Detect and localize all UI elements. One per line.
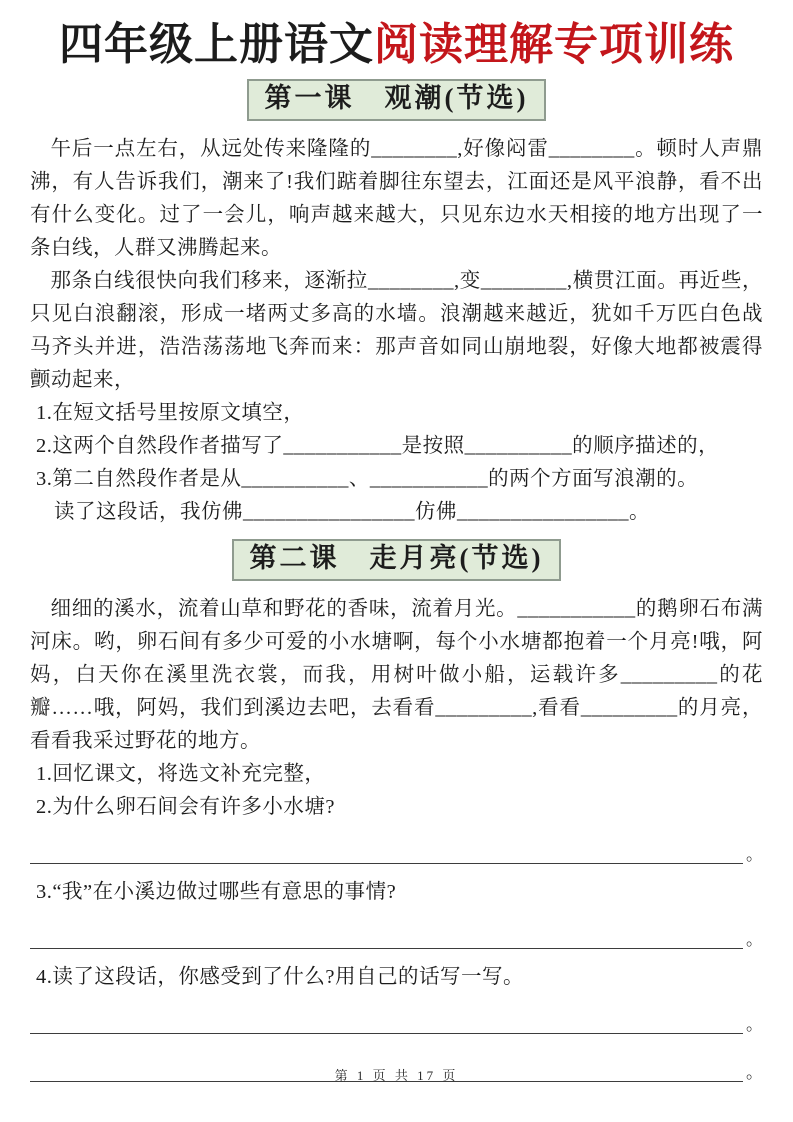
answer-line — [30, 824, 763, 864]
lesson2-heading-wrap — [30, 539, 763, 581]
lesson2-question-3: 3.“我”在小溪边做过哪些有意思的事情? — [36, 880, 397, 903]
lesson1-question-3-continued: 读了这段话，我仿佛________________仿佛________________。 — [54, 500, 650, 523]
page-title — [30, 16, 763, 73]
lesson2-paragraph-1: 细细的溪水，流着山草和野花的香味，流着月光。___________的鹅卵石布满河床。哟，卵石间有多少可爱的小水塘啊，每个小水塘都抱着一个月亮!哦，阿妈，白天你在溪里洗衣裳，而我，用树叶做小船，运载许多_________的花瓣……哦，阿妈，我们到溪边去吧，去看看_________,看看_________的月亮，看看我采过野花的地方。 — [30, 597, 763, 752]
answer-line-period: 。 — [746, 844, 763, 864]
title-topic-part: 阅读理解专项训练 — [374, 20, 734, 69]
lesson1-heading: 第一课 观潮(节选) — [247, 79, 547, 121]
title-course-part: 四年级上册语文 — [59, 20, 374, 69]
lesson1-question-1: 1.在短文括号里按原文填空， — [36, 401, 305, 424]
answer-line-period: 。 — [746, 1014, 763, 1034]
answer-line-period: 。 — [746, 929, 763, 949]
answer-rule — [30, 863, 743, 864]
answer-line — [30, 994, 763, 1034]
lesson1-question-2: 2.这两个自然段作者描写了___________是按照__________的顺序描述的， — [36, 434, 720, 457]
answer-rule — [30, 1033, 743, 1034]
lesson2-question-4: 4.读了这段话，你感受到了什么?用自己的话写一写。 — [36, 965, 524, 988]
lesson1-heading-wrap — [30, 79, 763, 121]
lesson1-question-3: 3.第二自然段作者是从__________、___________的两个方面写浪潮的。 — [36, 467, 699, 490]
lesson2-question-1: 1.回忆课文，将选文补充完整， — [36, 762, 326, 785]
answer-line — [30, 909, 763, 949]
answer-line-period: 。 — [746, 1062, 763, 1082]
page-footer: 第 1 页 共 17 页 — [334, 1068, 459, 1083]
answer-rule — [30, 948, 743, 949]
lesson1-paragraph-1: 午后一点左右，从远处传来隆隆的________,好像闷雷________。顿时人声鼎沸，有人告诉我们，潮来了!我们踮着脚往东望去，江面还是风平浪静，看不出有什么变化。过了一会儿，响声越来越大，只见东边水天相接的地方出现了一条白线，人群又沸腾起来。 — [30, 137, 763, 259]
lesson2-heading: 第二课 走月亮(节选) — [232, 539, 562, 581]
lesson2-question-2: 2.为什么卵石间会有许多小水塘? — [36, 795, 335, 818]
lesson1-paragraph-2: 那条白线很快向我们移来，逐渐拉________,变________,横贯江面。再近些，只见白浪翻滚，形成一堵两丈多高的水墙。浪潮越来越近，犹如千万匹白色战马齐头并进，浩浩荡荡地飞奔而来：那声音如同山崩地裂，好像大地都被震得颤动起来， — [30, 269, 763, 391]
